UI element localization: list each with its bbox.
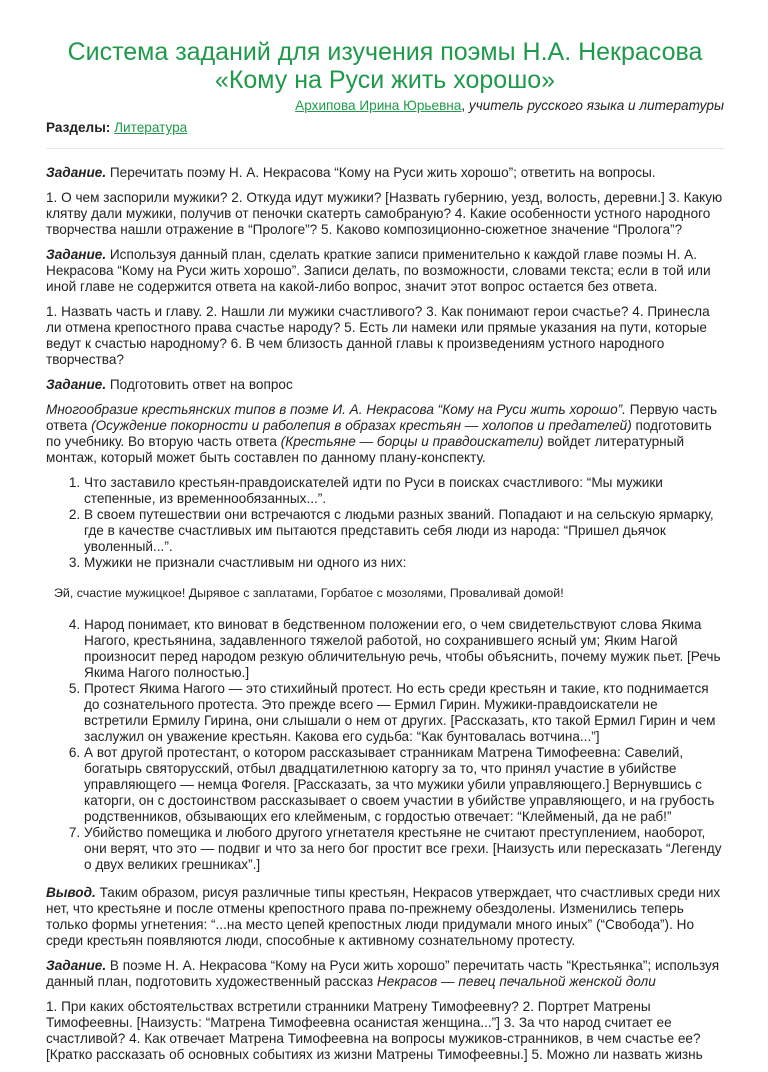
conclusion-paragraph: [46, 885, 724, 949]
plan-list-b: [46, 617, 724, 873]
author-separator: ,: [461, 98, 469, 113]
author-link[interactable]: Архипова Ирина Юрьевна: [295, 98, 462, 113]
author-role: учитель русского языка и литературы: [468, 98, 724, 113]
section-link-literature[interactable]: Литература: [114, 120, 188, 135]
task1-questions: 1. О чем заспорили мужики? 2. Откуда идут мужики? [Назвать губернию, уезд, волость, деревни.] 3. Какую клятву дали мужики, получив от пеночки скатерть самобраную? 4. Какие особенности устного народного творчества нашли отражение в “Прологе”? 5. Каково композиционно-сюжетное значение “Пролога”?: [46, 190, 723, 237]
task1-paragraph: [46, 165, 724, 181]
list-item: 3. Мужики не признали счастливым ни одного из них:: [84, 555, 724, 571]
task3-text-1: Первую часть ответа: [46, 402, 718, 433]
task3-lead: Задание.: [46, 377, 107, 392]
list-item: 5. Протест Якима Нагого — это стихийный протест. Но есть среди крестьян и такие, кто поднимается до сознательного протеста. Это прежде всего — Ермил Гирин. Мужики-правдоискатели не встретили Ермилу Гирина, они слышали о нем от других. [Рассказать, кто такой Ермил Гирин и чем заслужил он уважение крестьян. Какова его судьба: “Как бунтовалась вотчина...”]: [84, 681, 724, 745]
sections-label: Разделы:: [46, 120, 111, 135]
task3-part1-title: (Осуждение покорности и раболепия в образах крестьян — холопов и предателей): [91, 418, 632, 433]
task2-lead: Задание.: [46, 247, 107, 262]
task4-topic: Некрасов — певец печальной женской доли: [376, 974, 656, 989]
sections-row: [46, 120, 724, 136]
divider: [46, 148, 724, 149]
task3-part2-title: (Крестьяне — борцы и правдоискатели): [280, 434, 544, 449]
task4-questions: 1. При каких обстоятельствах встретили странники Матрену Тимофеевну? 2. Портрет Матрены Тимофеевны. [Наизусть: “Матрена Тимофеевна осанистая женщина...”] 3. За что народ считает ее счастливой? 4. Как отвечает Матрена Тимофеевна на вопросы мужиков-странников, в чем счастье ее? [Кратко рассказать об основных событиях из жизни Матрены Тимофеевны.] 5. Можно ли назвать жизнь: [46, 999, 703, 1062]
task2-paragraph: [46, 247, 724, 295]
conclusion-lead: Вывод.: [46, 885, 96, 900]
list-item: 1. Что заставило крестьян-правдоискателей идти по Руси в поисках счастливого: “Мы мужики степенные, из временнообязанных...”.: [84, 475, 724, 507]
list-item: 7. Убийство помещика и любого другого угнетателя крестьяне не считают преступлением, наоборот, они верят, что это — подвиг и что за него бог простит все грехи. [Наизусть или пересказать “Легенду о двух великих грешниках”.]: [84, 825, 724, 873]
task4-text: В поэме Н. А. Некрасова “Кому на Руси жить хорошо” перечитать часть “Крестьянка”; используя данный план, подготовить художественный рассказ: [46, 958, 720, 989]
task3-text: Подготовить ответ на вопрос: [106, 377, 293, 392]
plan-list-a: [46, 475, 724, 571]
task3-text-3: войдет литературный монтаж, который может быть составлен по данному плану-конспекту.: [46, 434, 685, 465]
task2-questions: 1. Назвать часть и главу. 2. Нашли ли мужики счастливого? 3. Как понимают герои счастье? 4. Принесла ли отмена крепостного права счастье народу? 5. Есть ли намеки или прямые указания на пути, которые ведут к счастью народному? 6. В чем близость данной главы к произведениям устного народного творчества?: [46, 304, 710, 367]
conclusion-text: Таким образом, рисуя различные типы крестьян, Некрасов утверждает, что счастливых среди них нет, что крестьяне и после отмены крепостного права по-прежнему обездолены. Изменились теперь только формы угнетения: “...на место цепей крепостных люди придумали много иных” (“Свобода”). Но среди крестьян появляются люди, способные к активному сознательному протесту.: [46, 885, 721, 948]
task1-text: Перечитать поэму Н. А. Некрасова “Кому на Руси жить хорошо”; ответить на вопросы.: [106, 165, 656, 180]
article: [46, 38, 724, 1072]
list-item: 6. А вот другой протестант, о котором рассказывает странникам Матрена Тимофеевна: Савелий, богатырь святорусский, отбыл двадцатилетнюю каторгу за то, что принял участие в убийстве управляющего — немца Фогеля. [Рассказать, за что мужики убили управляющего.] Вернувшись с каторги, он с достоинством рассказывает о своем участии в убийстве управляющего, и на грубость родственников, обзывающих его клейменым, с гордостью отвечает: “Клейменый, да не раб!”: [84, 745, 724, 825]
page-title: Система заданий для изучения поэмы Н.А. Некрасова «Кому на Руси жить хорошо»: [67, 38, 703, 94]
author-line: [46, 98, 724, 114]
task1-lead: Задание.: [46, 165, 107, 180]
list-item: 2. В своем путешествии они встречаются с людьми разных званий. Попадают и на сельскую ярмарку, где в качестве счастливых им пытаются представить себя люди из народа: “Пришел дьячок уволенный...”.: [84, 507, 724, 555]
poem-quote: Эй, счастие мужицкое! Дырявое с заплатами, Горбатое с мозолями, Проваливай домой!: [54, 586, 564, 600]
task2-text: Используя данный план, сделать краткие записи применительно к каждой главе поэмы Н. А. Некрасова “Кому на Руси жить хорошо”. Записи делать, по возможности, словами текста; если в той или иной главе не содержится ответа на какой-либо вопрос, значит этот вопрос остается без ответа.: [46, 247, 711, 294]
list-item: 4. Народ понимает, кто виноват в бедственном положении его, о чем свидетельствуют слова Якима Нагого, крестьянина, задавленного тяжелой работой, но сохранившего ясный ум; Яким Нагой произносит перед народом резкую обличительную речь, чтобы объяснить, почему мужик пьет. [Речь Якима Нагого полностью.]: [84, 617, 724, 681]
task4-paragraph: [46, 958, 724, 990]
task4-lead: Задание.: [46, 958, 107, 973]
task3-topic-paragraph: [46, 402, 724, 466]
task3-paragraph: [46, 377, 724, 393]
task3-topic: Многообразие крестьянских типов в поэме И. А. Некрасова “Кому на Руси жить хорошо”.: [46, 402, 626, 417]
task3-text-2: подготовить по учебнику. Во вторую часть ответа: [46, 418, 712, 449]
